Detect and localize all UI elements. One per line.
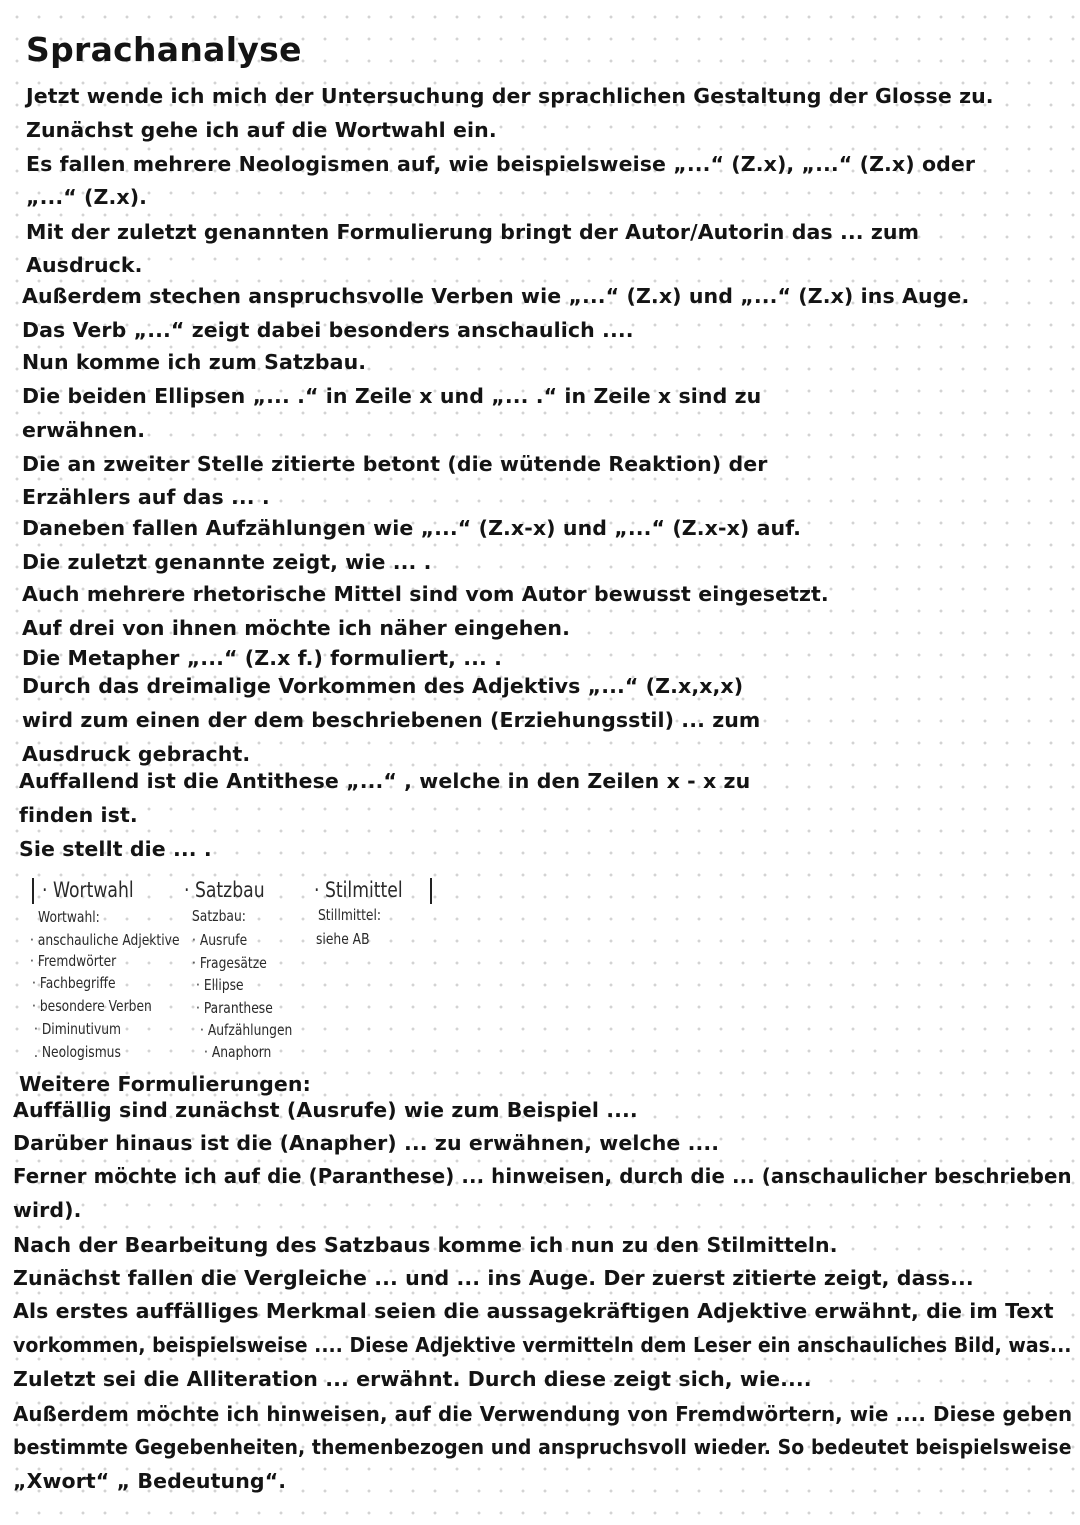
notes-header-satzbau: · Satzbau: [184, 878, 265, 902]
text-line: Es fallen mehrere Neologismen auf, wie beispielsweise „...“ (Z.x), „...“ (Z.x) oder: [26, 152, 976, 176]
text-line: „...“ (Z.x).: [26, 185, 148, 209]
notes-wortwahl-item: · Fachbegriffe: [32, 974, 116, 992]
notes-wortwahl-item: · Fremdwörter: [30, 952, 117, 970]
text-line: Zunächst gehe ich auf die Wortwahl ein.: [26, 118, 497, 142]
page-title: Sprachanalyse: [26, 30, 302, 69]
section-heading: Weitere Formulierungen:: [19, 1072, 311, 1096]
text-line: wird zum einen der dem beschriebenen (Erziehungsstil) ... zum: [22, 708, 761, 732]
notes-satzbau-item: · Aufzählungen: [200, 1021, 293, 1039]
notes-satzbau-item: · Ausrufe: [192, 931, 248, 949]
notes-stilmittel-item: siehe AB: [316, 930, 370, 948]
notes-sub-satzbau: Satzbau:: [192, 907, 246, 925]
margin-bar-left: [32, 878, 34, 904]
text-line: Ferner möchte ich auf die (Paranthese) ... hinweisen, durch die ... (anschaulicher beschrieben: [13, 1164, 1072, 1188]
text-line: Außerdem stechen anspruchsvolle Verben wie „...“ (Z.x) und „...“ (Z.x) ins Auge.: [22, 284, 970, 308]
text-line: erwähnen.: [22, 418, 146, 442]
text-line: Darüber hinaus ist die (Anapher) ... zu erwähnen, welche ....: [13, 1131, 720, 1155]
text-line: Das Verb „...“ zeigt dabei besonders anschaulich ....: [22, 318, 634, 342]
text-line: vorkommen, beispielsweise .... Diese Adjektive vermitteln dem Leser ein anschauliches Bild, was...: [13, 1333, 1072, 1357]
notes-satzbau-item: · Ellipse: [196, 976, 244, 994]
notes-wortwahl-item: · besondere Verben: [32, 997, 152, 1015]
text-line: Die zuletzt genannte zeigt, wie ... .: [22, 550, 432, 574]
text-line: Die an zweiter Stelle zitierte betont (die wütende Reaktion) der: [22, 452, 768, 476]
notes-wortwahl-item: . Neologismus: [34, 1043, 121, 1061]
notes-sub-wortwahl: Wortwahl:: [38, 908, 100, 926]
text-line: Nun komme ich zum Satzbau.: [22, 350, 367, 374]
text-line: Außerdem möchte ich hinweisen, auf die Verwendung von Fremdwörtern, wie .... Diese geben: [13, 1402, 1073, 1426]
text-line: Auffallend ist die Antithese „...“ , welche in den Zeilen x - x zu: [19, 769, 751, 793]
notes-sub-stilmittel: Stillmittel:: [318, 906, 382, 924]
notes-satzbau-item: · Fragesätze: [192, 954, 267, 972]
text-line: Die beiden Ellipsen „... .“ in Zeile x und „... .“ in Zeile x sind zu: [22, 384, 762, 408]
text-line: Durch das dreimalige Vorkommen des Adjektivs „...“ (Z.x,x,x): [22, 674, 744, 698]
text-line: Auch mehrere rhetorische Mittel sind vom Autor bewusst eingesetzt.: [22, 582, 829, 606]
text-line: Daneben fallen Aufzählungen wie „...“ (Z.x-x) und „...“ (Z.x-x) auf.: [22, 516, 802, 540]
notes-header-wortwahl: · Wortwahl: [42, 878, 134, 902]
text-line: Ausdruck.: [26, 253, 143, 277]
margin-bar-right: [430, 878, 432, 904]
text-line: Als erstes auffälliges Merkmal seien die aussagekräftigen Adjektive erwähnt, die im Text: [13, 1299, 1054, 1323]
notes-wortwahl-item: · Diminutivum: [34, 1020, 121, 1038]
text-line: Ausdruck gebracht.: [22, 742, 251, 766]
notes-satzbau-item: · Anaphorn: [204, 1043, 272, 1061]
text-line: wird).: [13, 1198, 82, 1222]
text-line: Auf drei von ihnen möchte ich näher eingehen.: [22, 616, 570, 640]
notes-satzbau-item: · Paranthese: [196, 999, 273, 1017]
text-line: Sie stellt die ... .: [19, 837, 212, 861]
text-line: bestimmte Gegebenheiten, themenbezogen und anspruchsvoll wieder. So bedeutet beispielsweise: [13, 1435, 1072, 1459]
text-line: Zunächst fallen die Vergleiche ... und ... ins Auge. Der zuerst zitierte zeigt, dass...: [13, 1266, 974, 1290]
text-line: Auffällig sind zunächst (Ausrufe) wie zum Beispiel ....: [13, 1098, 638, 1122]
text-line: Mit der zuletzt genannten Formulierung bringt der Autor/Autorin das ... zum: [26, 220, 920, 244]
text-line: „Xwort“ „ Bedeutung“.: [13, 1469, 287, 1493]
text-line: Erzählers auf das ... .: [22, 485, 270, 509]
notes-header-stilmittel: · Stilmittel: [314, 878, 403, 902]
text-line: Jetzt wende ich mich der Untersuchung der sprachlichen Gestaltung der Glosse zu.: [26, 84, 994, 108]
text-line: finden ist.: [19, 803, 138, 827]
text-line: Nach der Bearbeitung des Satzbaus komme ich nun zu den Stilmitteln.: [13, 1233, 838, 1257]
text-line: Die Metapher „...“ (Z.x f.) formuliert, ... .: [22, 646, 503, 670]
notes-wortwahl-item: · anschauliche Adjektive: [30, 931, 180, 949]
text-line: Zuletzt sei die Alliteration ... erwähnt. Durch diese zeigt sich, wie....: [13, 1367, 812, 1391]
